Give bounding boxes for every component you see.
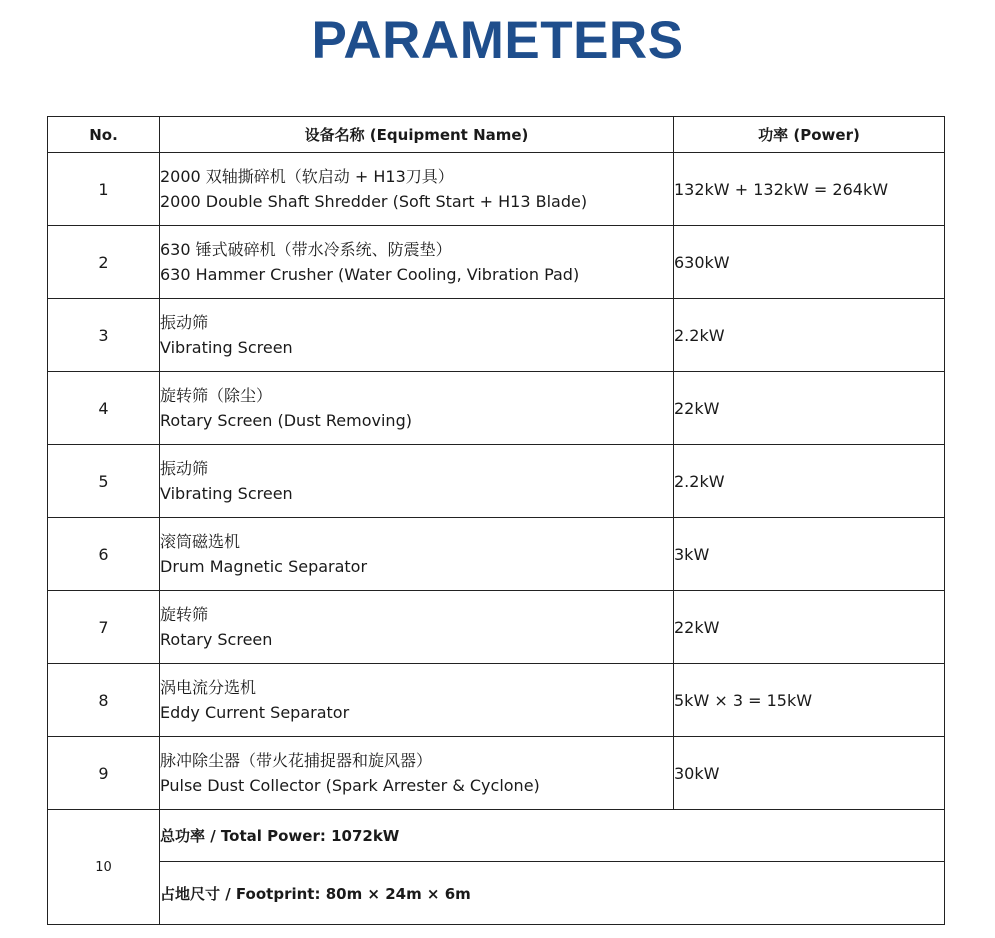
- power-cell: 2.2kW: [674, 445, 945, 518]
- equipment-name-en: Vibrating Screen: [160, 338, 293, 357]
- header-no: No.: [48, 117, 160, 153]
- equipment-name-cell: [160, 591, 674, 664]
- row-number: 5: [48, 445, 160, 518]
- equipment-name-en: Rotary Screen: [160, 630, 273, 649]
- header-equipment-name: 设备名称 (Equipment Name): [160, 117, 674, 153]
- parameters-table: [47, 116, 945, 925]
- power-cell: 630kW: [674, 226, 945, 299]
- equipment-name-cell: [160, 518, 674, 591]
- power-cell: 132kW + 132kW = 264kW: [674, 153, 945, 226]
- equipment-name-en: 2000 Double Shaft Shredder (Soft Start + H13 Blade): [160, 192, 588, 211]
- equipment-name-cn: 旋转筛: [160, 605, 209, 624]
- table-row: [48, 226, 945, 299]
- table-row: [48, 445, 945, 518]
- table-row: [48, 664, 945, 737]
- table-row: [48, 299, 945, 372]
- equipment-name-cn: 振动筛: [160, 459, 209, 478]
- equipment-name-cell: [160, 372, 674, 445]
- equipment-name-en: Pulse Dust Collector (Spark Arrester & Cyclone): [160, 776, 540, 795]
- page-title: PARAMETERS: [311, 11, 684, 70]
- footprint: 占地尺寸 / Footprint: 80m × 24m × 6m: [160, 862, 945, 925]
- row-number: 6: [48, 518, 160, 591]
- table-row: [48, 518, 945, 591]
- equipment-name-cell: [160, 226, 674, 299]
- equipment-name-en: 630 Hammer Crusher (Water Cooling, Vibration Pad): [160, 265, 580, 284]
- equipment-name-cell: [160, 664, 674, 737]
- table-row: [48, 591, 945, 664]
- power-cell: 22kW: [674, 591, 945, 664]
- row-number: 7: [48, 591, 160, 664]
- row-number: 10: [48, 810, 160, 925]
- equipment-name-cn: 振动筛: [160, 313, 209, 332]
- equipment-name-en: Eddy Current Separator: [160, 703, 350, 722]
- power-cell: 30kW: [674, 737, 945, 810]
- power-cell: 5kW × 3 = 15kW: [674, 664, 945, 737]
- row-number: 4: [48, 372, 160, 445]
- equipment-name-en: Drum Magnetic Separator: [160, 557, 368, 576]
- equipment-name-cn: 630 锤式破碎机（带水冷系统、防震垫）: [160, 240, 452, 259]
- equipment-name-cn: 旋转筛（除尘）: [160, 386, 273, 405]
- row-number: 3: [48, 299, 160, 372]
- equipment-name-cn: 涡电流分选机: [160, 678, 257, 697]
- table-header-row: [48, 117, 945, 153]
- summary-row-total-power: [48, 810, 945, 862]
- summary-row-footprint: [48, 862, 945, 925]
- equipment-name-cell: [160, 737, 674, 810]
- equipment-name-cn: 脉冲除尘器（带火花捕捉器和旋风器）: [160, 751, 433, 770]
- row-number: 1: [48, 153, 160, 226]
- equipment-name-cell: [160, 445, 674, 518]
- equipment-name-en: Rotary Screen (Dust Removing): [160, 411, 412, 430]
- equipment-name-cell: [160, 153, 674, 226]
- header-power: 功率 (Power): [674, 117, 945, 153]
- row-number: 2: [48, 226, 160, 299]
- row-number: 8: [48, 664, 160, 737]
- row-number: 9: [48, 737, 160, 810]
- total-power: 总功率 / Total Power: 1072kW: [160, 810, 945, 862]
- equipment-name-cn: 滚筒磁选机: [160, 532, 241, 551]
- power-cell: 22kW: [674, 372, 945, 445]
- table-row: [48, 737, 945, 810]
- equipment-name-cn: 2000 双轴撕碎机（软启动 + H13刀具）: [160, 167, 454, 186]
- power-cell: 2.2kW: [674, 299, 945, 372]
- table-row: [48, 372, 945, 445]
- power-cell: 3kW: [674, 518, 945, 591]
- equipment-name-en: Vibrating Screen: [160, 484, 293, 503]
- table-row: [48, 153, 945, 226]
- equipment-name-cell: [160, 299, 674, 372]
